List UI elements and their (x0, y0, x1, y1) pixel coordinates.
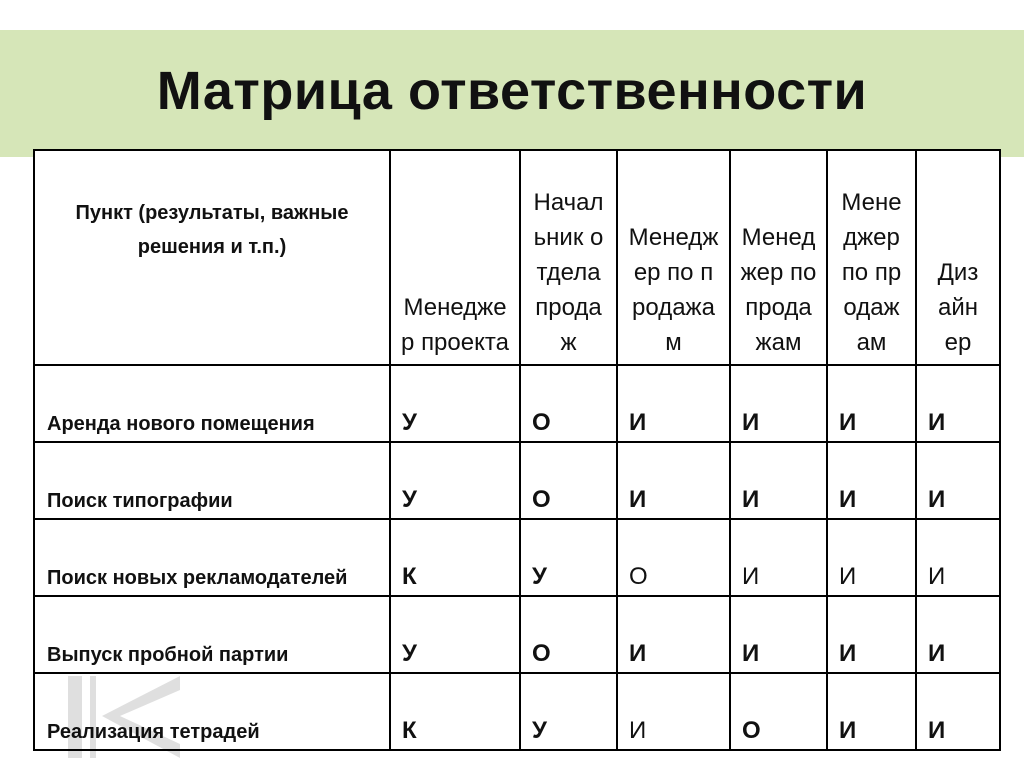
table-cell: И (916, 596, 1000, 673)
header-sales-manager-2: Менеджер по продажам (730, 150, 827, 365)
table-row (34, 519, 1000, 596)
table-cell: И (827, 442, 916, 519)
header-row (34, 150, 1000, 365)
table-cell: И (617, 365, 730, 442)
header-sales-manager-3: Менеджер по продажам (827, 150, 916, 365)
table-cell: И (730, 519, 827, 596)
table-cell: К (390, 673, 520, 750)
table-cell: О (520, 365, 617, 442)
row-item-label: Реализация тетрадей (34, 673, 390, 750)
table-row (34, 442, 1000, 519)
table-cell: У (520, 519, 617, 596)
table-cell: О (520, 442, 617, 519)
table-cell: У (520, 673, 617, 750)
header-sales-manager-1: Менеджер по продажам (617, 150, 730, 365)
table-cell: И (916, 519, 1000, 596)
table-row (34, 673, 1000, 750)
row-item-label: Поиск типографии (34, 442, 390, 519)
table-cell: И (730, 596, 827, 673)
table-cell: О (730, 673, 827, 750)
table-cell: И (617, 596, 730, 673)
table-cell: К (390, 519, 520, 596)
header-item: Пункт (результаты, важные решения и т.п.) (34, 150, 390, 365)
table-cell: И (916, 365, 1000, 442)
table-cell: И (730, 442, 827, 519)
table-cell: И (730, 365, 827, 442)
table-cell: О (520, 596, 617, 673)
table-cell: И (827, 365, 916, 442)
table-cell: И (617, 673, 730, 750)
table-cell: И (916, 442, 1000, 519)
header-project-manager: Менеджер проекта (390, 150, 520, 365)
table-cell: И (916, 673, 1000, 750)
header-designer: Дизайнер (916, 150, 1000, 365)
table-cell: У (390, 365, 520, 442)
slide-title: Матрица ответственности (156, 61, 868, 121)
table-cell: И (827, 673, 916, 750)
table-cell: И (827, 519, 916, 596)
table-row (34, 365, 1000, 442)
header-sales-head: Начальник отдела продаж (520, 150, 617, 365)
row-item-label: Поиск новых рекламодателей (34, 519, 390, 596)
table-row (34, 596, 1000, 673)
table-cell: У (390, 596, 520, 673)
table-cell: И (617, 442, 730, 519)
responsibility-matrix-table (33, 149, 1001, 751)
row-item-label: Аренда нового помещения (34, 365, 390, 442)
table-cell: О (617, 519, 730, 596)
table-cell: У (390, 442, 520, 519)
table-cell: И (827, 596, 916, 673)
row-item-label: Выпуск пробной партии (34, 596, 390, 673)
